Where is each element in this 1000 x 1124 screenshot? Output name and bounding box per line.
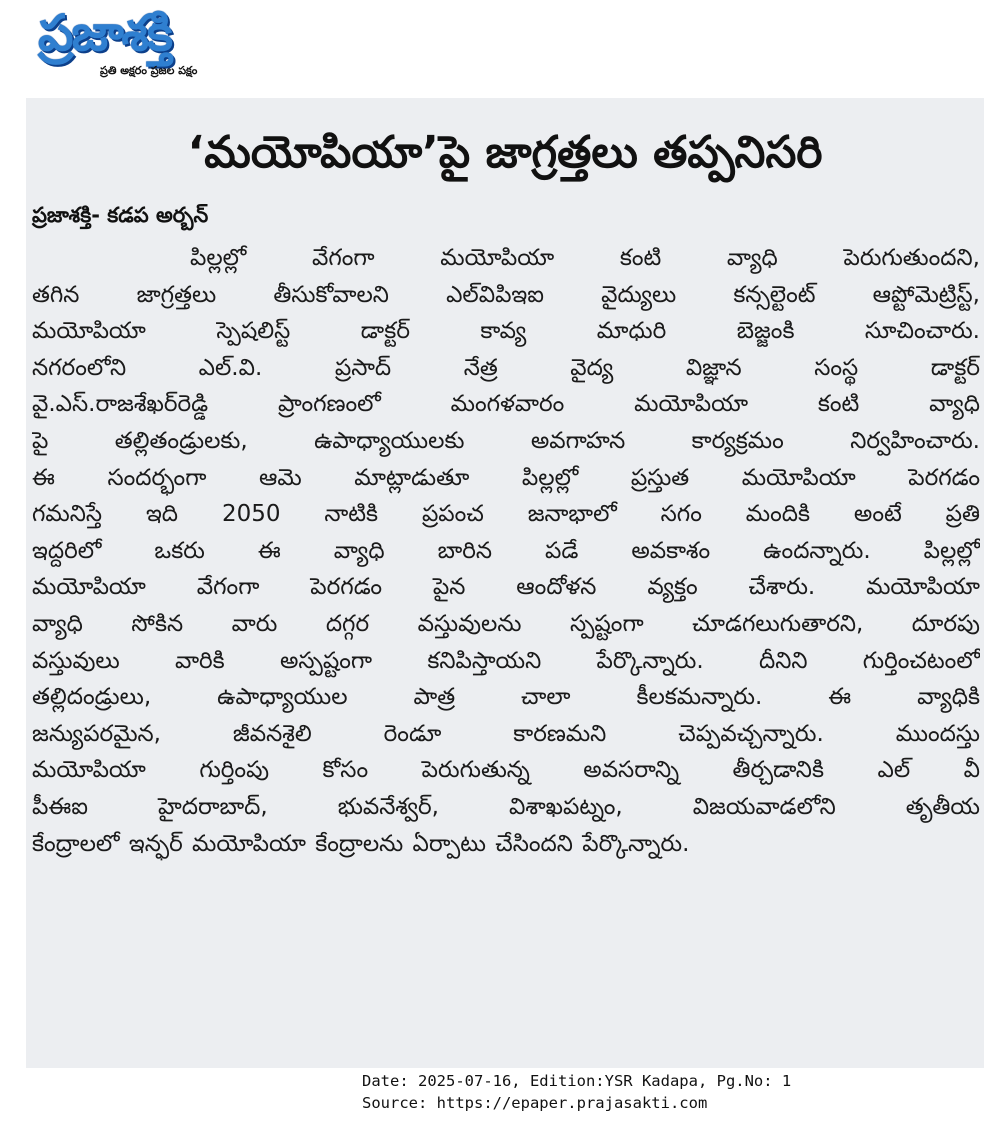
article-line: పీఈఐ హైదరాబాద్, భువనేశ్వర్, విశాఖపట్నం, విజయవాడలోని తృతీయ (32, 793, 980, 820)
article-line: వస్తువులు వారికి అస్పష్టంగా కనిపిస్తాయని పేర్కొన్నారు. దీనిని గుర్తించటంలో (32, 647, 980, 674)
article-line: మయోపియా వేగంగా పెరగడం పైన ఆందోళన వ్యక్తం చేశారు. మయోపియా (32, 574, 980, 601)
clipping-footer (362, 1070, 791, 1114)
article-body (32, 240, 980, 862)
logo-tagline: ప్రతి అక్షరం ప్రజల పక్షం (100, 64, 198, 77)
article-line: జన్యుపరమైన, జీవనశైలి రెండూ కారణమని చెప్పవచ్చన్నారు. ముందస్తు (32, 720, 980, 747)
article-line: గమనిస్తే ఇది 2050 నాటికి ప్రపంచ జనాభాలో సగం మందికి అంటే ప్రతి (32, 501, 980, 528)
edition-date-line: Date: 2025-07-16, Edition:YSR Kadapa, Pg.No: 1 (362, 1072, 792, 1090)
article-line: తగిన జాగ్రత్తలు తీసుకోవాలని ఎల్‌విపిఇఐ వైద్యులు కన్సల్టెంట్ ఆప్టోమెట్రిస్ట్, (32, 281, 980, 308)
logo-title: ప్రజాశక్తి (38, 4, 171, 62)
article-line: నగరంలోని ఎల్.వి. ప్రసాద్ నేత్ర వైద్య విజ్ఞాన సంస్థ డాక్టర్ (32, 354, 980, 381)
article-line: ఈ సందర్భంగా ఆమె మాట్లాడుతూ పిల్లల్లో ప్రస్తుత మయోపియా పెరగడం (32, 464, 980, 491)
article-line: తల్లిదండ్రులు, ఉపాధ్యాయుల పాత్ర చాలా కీలకమన్నారు. ఈ వ్యాధికి (32, 684, 980, 711)
article-headline: ‘మయోపియా’పై జాగ్రత్తలు తప్పనిసరి (187, 127, 823, 178)
article-line: మయోపియా స్పెషలిస్ట్ డాక్టర్ కావ్య మాధురి బెజ్జంకి సూచించారు. (32, 318, 980, 345)
masthead (0, 0, 1000, 96)
source-line: Source: https://epaper.prajasakti.com (362, 1094, 708, 1112)
prajasakti-logo (38, 2, 288, 92)
news-clipping (26, 98, 984, 1068)
article-line: పిల్లల్లో వేగంగా మయోపియా కంటి వ్యాధి పెరుగుతుందని, (190, 245, 980, 271)
article-line: వ్యాధి సోకిన వారు దగ్గర వస్తువులను స్పష్టంగా చూడగలుగుతారని, దూరపు (32, 610, 980, 637)
article-line: వై.ఎస్.రాజశేఖర్‌రెడ్డి ప్రాంగణంలో మంగళవారం మయోపియా కంటి వ్యాధి (32, 391, 980, 418)
article-line: కేంద్రాలలో ఇన్ఫర్ మయోపియా కేంద్రాలను ఏర్పాటు చేసిందని పేర్కొన్నారు. (32, 830, 690, 857)
article-byline: ప్రజాశక్తి- కడప అర్బన్ (32, 203, 209, 227)
article-line: పై తల్లితండ్రులకు, ఉపాధ్యాయులకు అవగాహన కార్యక్రమం నిర్వహించారు. (32, 427, 980, 454)
article-line: ఇద్దరిలో ఒకరు ఈ వ్యాధి బారిన పడే అవకాశం ఉందన్నారు. పిల్లల్లో (32, 537, 980, 564)
article-line: మయోపియా గుర్తింపు కోసం పెరుగుతున్న అవసరాన్ని తీర్చడానికి ఎల్ వీ (32, 757, 980, 784)
